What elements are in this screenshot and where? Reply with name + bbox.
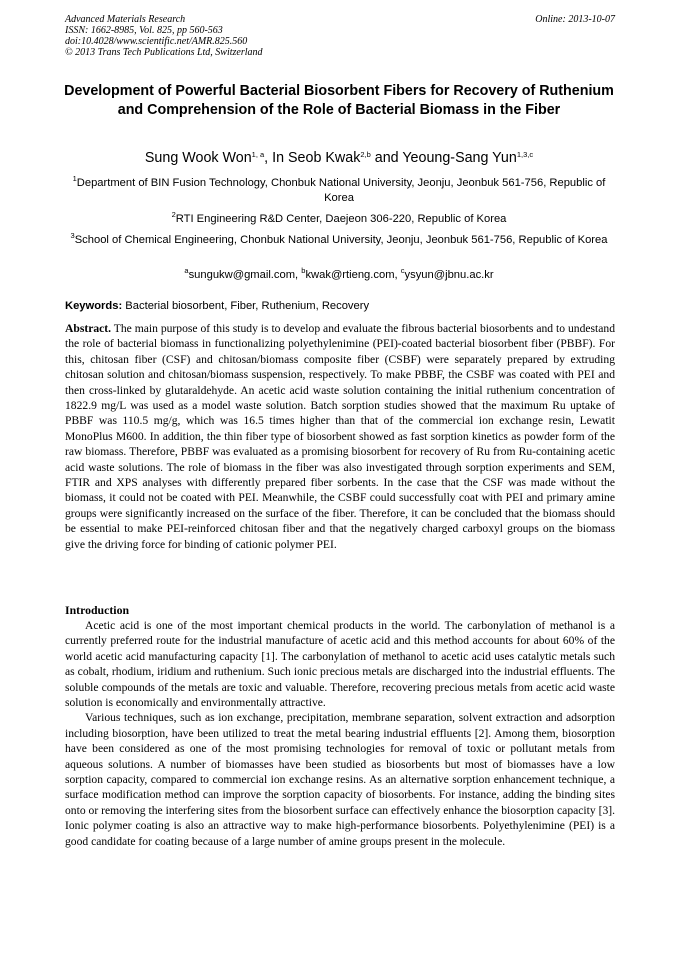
introduction-paragraph-2: Various techniques, such as ion exchange, precipitation, membrane separation, solvent extraction and adsorption including biosorption, have been utilized to treat the metal bearing industrial effluents [2]. Among them, biosorption have been considered as one of the most promising technologies for removal of toxic or pollutant metals from aqueous solutions. A number of biomasses have been studied as biosorbents but most of biomasses have a low sorption capacity, compared to commercial ion exchange resins. As an alternative sorption enhancement technique, a surface modification method can improve the sorption capacity of biosorbents. For instance, adding the binding sites onto or removing the interfering sites from the biosorbent surface can effectively enhance the biosorption capacity [3]. Ionic polymer coating is also an attractive way to make high-performance biosorbents. Polyethylenimine (PEI) is a good candidate for coating because of a large number of amine groups present in the molecule. (65, 711, 615, 848)
affiliation-superscript: 3 (70, 231, 75, 240)
email-text: sungukw@gmail.com, (188, 269, 302, 281)
affiliation-1 (60, 176, 618, 206)
author-emails (60, 268, 618, 283)
introduction-heading: Introduction (65, 603, 130, 617)
affiliation-2 (60, 212, 618, 227)
paper-title: Development of Powerful Bacterial Biosorbent Fibers for Recovery of Ruthenium and Comprehension of the Role of Bacterial Biomass in the Fiber (64, 83, 614, 118)
affiliation-text: Department of BIN Fusion Technology, Chonbuk National University, Jeonju, Jeonbuk 561-756, Republic of Korea (76, 177, 606, 204)
abstract-label: Abstract. (65, 322, 112, 335)
journal-name: Advanced Materials Research (65, 14, 186, 25)
author-separator: , (264, 150, 273, 166)
doi-line: doi:10.4028/www.scientific.net/AMR.825.560 (65, 36, 248, 47)
keywords-label: Keywords: (65, 300, 123, 312)
affiliation-text: School of Chemical Engineering, Chonbuk National University, Jeonju, Jeonbuk 561-756, Republic of Korea (74, 234, 608, 246)
affiliation-superscript: 2 (171, 210, 176, 219)
author-superscript: 1, a (251, 150, 265, 159)
keywords-line (65, 299, 615, 314)
publication-header (65, 14, 615, 58)
author-list (60, 149, 618, 167)
email-superscript: b (301, 266, 306, 275)
affiliation-text: RTI Engineering R&D Center, Daejeon 306-220, Republic of Korea (175, 213, 507, 225)
author-name: In Seob Kwak (272, 150, 361, 166)
abstract-text: The main purpose of this study is to develop and evaluate the fibrous bacterial biosorbents and to undestand the role of bacterial biomass in functionalizing polyethylenimine (PEI)-coated bacterial biosorbent fiber (PBBF). For this, chitosan fiber (CSF) and chitosan/biomass composite fiber (CSBF) were separately prepared by extruding chitosan solution and chitosan/biomass suspension, respectively. To make PBBF, the CSBF was coated with PEI and then cross-linked by glutaraldehyde. An acetic acid waste solution containing the initial ruthenium concentration of 1822.9 mg/L was used as a model waste solution. Batch sorption studies showed that the maximum Ru uptake of PBBF was 110.5 mg/g, which was 16.5 times higher than that of the commercial ion exchange resin, Lewatit MonoPlus M600. In addition, the thin fiber type of biosorbent showed as fast sorption kinetics as powder form of the raw biomass. Therefore, PBBF was evaluated as a promising biosorbent for recovery of Ru from Ru-containing acetic acid waste solutions. The role of biomass in the fiber was also investigated through sorption experiments and SEM, FTIR and XPS analyses with differently prepared fiber sorbents. In the case that the CSF was made without the biomass, it could not be coated with PEI. Meanwhile, the CSBF could successfully coat with PEI and primary amine groups were significantly increased on the surface of the fiber. Therefore, it can be concluded that the biomass should be essential to make PEI-reinforced chitosan fiber and that the negatively charged carboxyl groups on the biomass give the driving force for binding of cationic polymer PEI. (65, 322, 615, 551)
email-text: ysyun@jbnu.ac.kr (404, 269, 494, 281)
issn-line: ISSN: 1662-8985, Vol. 825, pp 560-563 (65, 25, 223, 36)
affiliation-3 (60, 233, 618, 248)
affiliation-superscript: 1 (72, 174, 77, 183)
author-name: Sung Wook Won (144, 150, 252, 166)
author-superscript: 1,3,c (516, 150, 534, 159)
email-text: kwak@rtieng.com, (305, 269, 401, 281)
introduction-body (65, 618, 615, 849)
author-name: Yeoung-Sang Yun (402, 150, 517, 166)
introduction-paragraph-1: Acetic acid is one of the most important chemical products in the world. The carbonylation of methanol is a currently preferred route for the industrial manufacture of acetic acid and this method accounts for about 60% of the world acetic acid manufacturing capacity [1]. The carbonylation of methanol to acetic acid uses catalytic metals such as cobalt, rhodium, iridium and ruthenium. Such ionic precious metals are discharged into the industrial effluents. The soluble compounds of the metals are toxic and valuable. Therefore, recovering precious metals from acetic acid waste solution is economically and environmentally attractive. (65, 619, 615, 710)
abstract-paragraph (65, 321, 615, 552)
email-superscript: c (400, 266, 405, 275)
author-superscript: 2,b (360, 150, 371, 159)
online-date: Online: 2013-10-07 (535, 14, 615, 25)
author-separator: and (370, 150, 403, 166)
keywords-text: Bacterial biosorbent, Fiber, Ruthenium, Recovery (122, 300, 370, 312)
email-superscript: a (184, 266, 189, 275)
copyright-line: © 2013 Trans Tech Publications Ltd, Switzerland (65, 47, 263, 58)
